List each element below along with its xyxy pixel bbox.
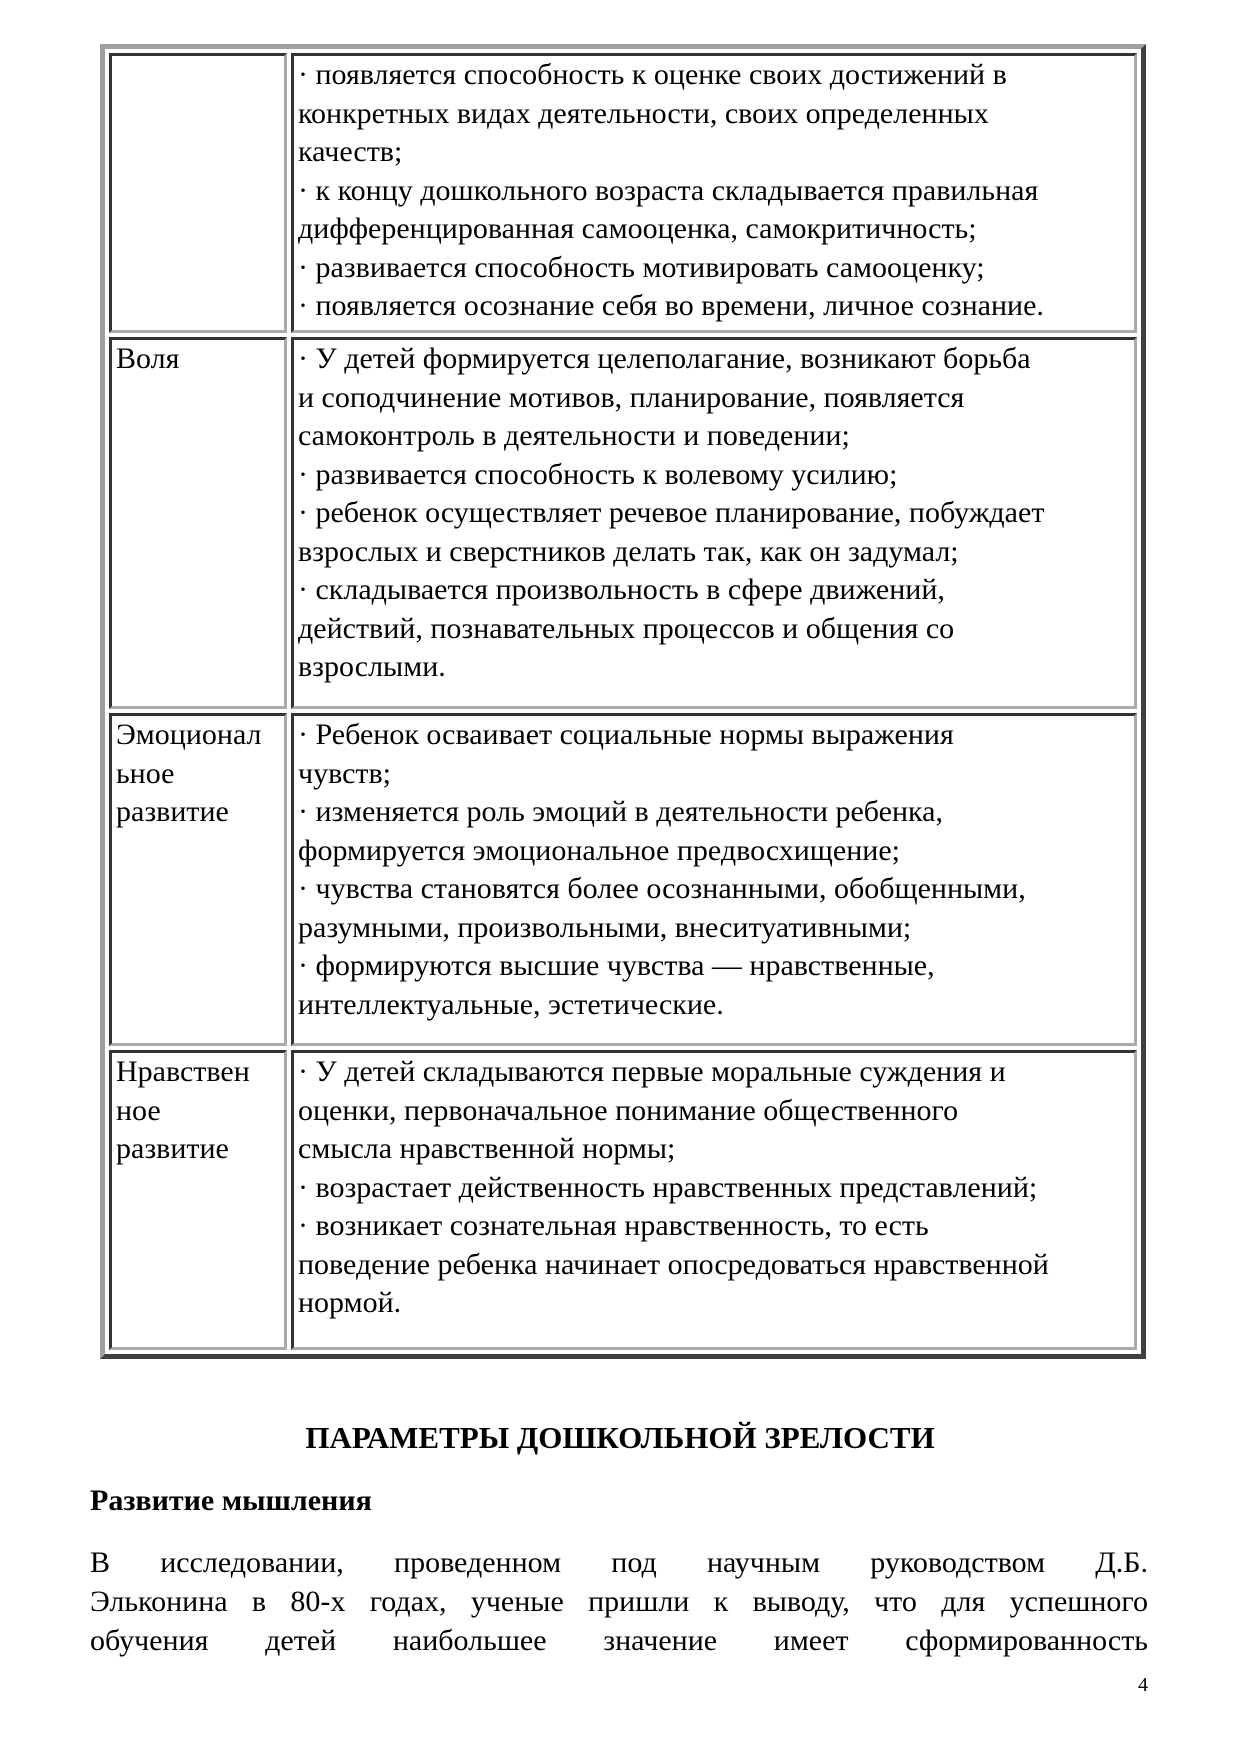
description-line: · ребенок осуществляет речевое планирование, побуждает	[298, 496, 1045, 529]
description-line: · формируются высшие чувства — нравственные,	[298, 949, 935, 982]
table-row	[109, 713, 1137, 1046]
description-line: · У детей формируется целеполагание, возникают борьба	[298, 342, 1031, 375]
description-line: оценки, первоначальное понимание общественного	[298, 1093, 959, 1127]
description-line: · У детей складываются первые моральные суждения и	[298, 1055, 1006, 1088]
table-body	[109, 53, 1137, 1350]
description-line: взрослых и сверстников делать так, как он задумал;	[298, 534, 959, 568]
description-line: · складывается произвольность в сфере движений,	[298, 573, 945, 606]
description-line: · изменяется роль эмоций в деятельности ребенка,	[298, 795, 943, 828]
description-line: конкретных видах деятельности, своих определенных	[298, 96, 989, 130]
description-line: · Ребенок осваивает социальные нормы выражения	[298, 718, 954, 751]
description-line: взрослыми.	[298, 650, 446, 683]
row-label: развитие	[116, 795, 229, 828]
description-line: поведение ребенка начинает опосредоваться нравственной	[298, 1247, 1049, 1281]
table-row	[109, 337, 1137, 709]
description-line: · появляется способность к оценке своих достижений в	[298, 58, 1007, 91]
row-label: Нравствен	[116, 1055, 250, 1088]
description-line: смысла нравственной нормы;	[298, 1132, 676, 1165]
description-line: · развивается способность к волевому усилию;	[298, 457, 898, 491]
row-label-cell	[109, 713, 287, 1046]
paragraph	[90, 1543, 1148, 1660]
description-line: нормой.	[298, 1286, 402, 1319]
description-line: и соподчинение мотивов, планирование, появляется	[298, 380, 965, 414]
row-label-cell	[109, 1050, 287, 1350]
paragraph-line: Эльконина в 80-х годах, ученые пришли к выводу, что для успешного	[90, 1585, 1148, 1618]
description-line: действий, познавательных процессов и общения со	[298, 611, 955, 645]
row-label-cell	[109, 337, 287, 709]
row-description-cell	[291, 337, 1137, 709]
row-label: ьное	[116, 756, 175, 790]
description-line: · возникает сознательная нравственность, то есть	[298, 1209, 929, 1242]
row-label: Воля	[116, 342, 180, 375]
section-title: ПАРАМЕТРЫ ДОШКОЛЬНОЙ ЗРЕЛОСТИ	[305, 1420, 935, 1455]
description-line: дифференцированная самооценка, самокритичность;	[298, 212, 977, 245]
paragraph-line: В исследовании, проведенном под научным руководством Д.Б.	[90, 1546, 1148, 1579]
description-line: · развивается способность мотивировать самооценку;	[298, 250, 985, 284]
description-line: · появляется осознание себя во времени, личное сознание.	[298, 289, 1044, 322]
development-table	[100, 44, 1146, 1359]
table-row	[109, 1050, 1137, 1350]
page-number: 4	[1138, 1674, 1148, 1696]
description-line: самоконтроль в деятельности и поведении;	[298, 419, 850, 452]
paragraph-line: обучения детей наибольшее значение имеет сформированность	[90, 1624, 1148, 1657]
description-line: · возрастает действенность нравственных представлений;	[298, 1170, 1038, 1204]
description-line: формируется эмоциональное предвосхищение;	[298, 833, 900, 867]
description-line: · к концу дошкольного возраста складывается правильная	[298, 173, 1039, 207]
row-label: Эмоционал	[116, 718, 262, 751]
row-label-cell	[109, 53, 287, 333]
row-label: развитие	[116, 1132, 229, 1165]
row-description-cell	[291, 53, 1137, 333]
row-description-cell	[291, 713, 1137, 1046]
description-line: интеллектуальные, эстетические.	[298, 987, 724, 1021]
subheading: Развитие мышления	[90, 1484, 372, 1517]
table-row	[109, 53, 1137, 333]
description-line: · чувства становятся более осознанными, обобщенными,	[298, 872, 1026, 905]
description-line: качеств;	[298, 135, 403, 168]
description-line: чувств;	[298, 756, 392, 790]
row-description-cell	[291, 1050, 1137, 1350]
description-line: разумными, произвольными, внеситуативными;	[298, 910, 912, 944]
row-label: ное	[116, 1093, 161, 1127]
